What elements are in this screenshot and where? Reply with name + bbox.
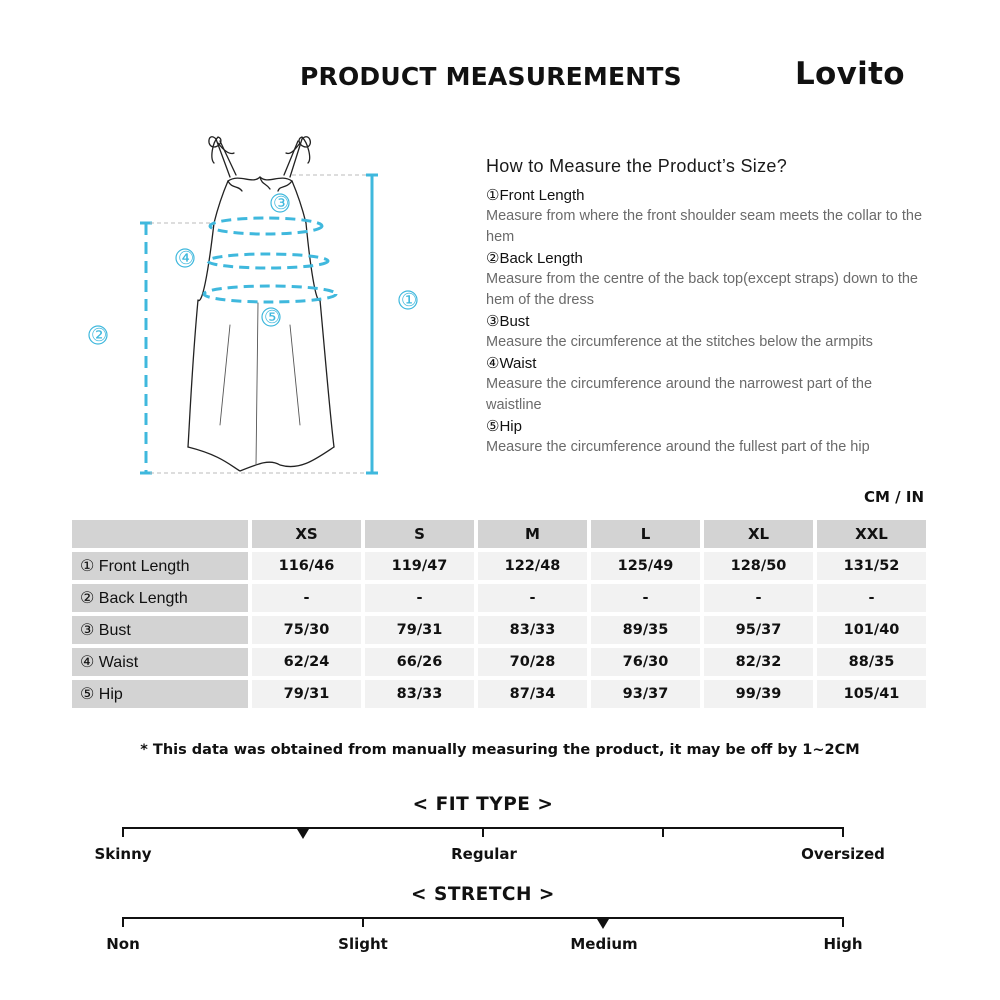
stretch-label-slight: Slight (338, 935, 388, 953)
table-cell: 66/26 (365, 648, 474, 676)
table-cell: 87/34 (478, 680, 587, 708)
size-header: XS (252, 520, 361, 548)
table-cell: - (478, 584, 587, 612)
table-row (72, 648, 926, 676)
table-corner (72, 520, 248, 548)
table-cell: 75/30 (252, 616, 361, 644)
measure-item-desc: Measure from the centre of the back top(except straps) down to the hem of the dress (486, 271, 918, 308)
fit-label-oversized: Oversized (801, 845, 885, 863)
table-cell: 62/24 (252, 648, 361, 676)
stretch-tick (842, 917, 844, 927)
fit-tick (662, 827, 664, 837)
measure-item (486, 353, 926, 416)
label-waist: ④ (178, 248, 195, 269)
measure-item-desc: Measure the circumference around the fullest part of the hip (486, 439, 870, 455)
table-row (72, 616, 926, 644)
measure-overlays (140, 175, 378, 473)
fit-label-regular: Regular (451, 845, 517, 863)
how-to-heading: How to Measure the Product’s Size? (486, 156, 788, 176)
page-title: PRODUCT MEASUREMENTS (300, 62, 682, 91)
row-label: ④ Waist (72, 648, 248, 676)
table-cell: 89/35 (591, 616, 700, 644)
label-hip: ⑤ (264, 307, 281, 328)
label-front-length: ① (401, 290, 418, 311)
measure-item (486, 185, 926, 248)
dress-outline (188, 137, 334, 471)
table-cell: 105/41 (817, 680, 926, 708)
table-cell: - (817, 584, 926, 612)
table-cell: 128/50 (704, 552, 813, 580)
size-header: XL (704, 520, 813, 548)
table-cell: 101/40 (817, 616, 926, 644)
row-label: ① Front Length (72, 552, 248, 580)
stretch-marker (597, 919, 609, 929)
measure-item-desc: Measure from where the front shoulder seam meets the collar to the hem (486, 208, 923, 245)
table-row (72, 584, 926, 612)
measure-item (486, 311, 926, 353)
measure-item-desc: Measure the circumference at the stitches below the armpits (486, 334, 873, 350)
dress-diagram (80, 125, 440, 485)
stretch-label-high: High (823, 935, 863, 953)
table-row (72, 680, 926, 708)
measurement-note: * This data was obtained from manually measuring the product, it may be off by 1~2CM (140, 742, 860, 758)
fit-tick (122, 827, 124, 837)
fit-tick (482, 827, 484, 837)
stretch-title: < STRETCH > (411, 884, 555, 905)
table-cell: 70/28 (478, 648, 587, 676)
table-cell: - (252, 584, 361, 612)
table-row (72, 552, 926, 580)
row-label: ② Back Length (72, 584, 248, 612)
table-cell: 83/33 (478, 616, 587, 644)
fit-type-title: < FIT TYPE > (412, 794, 554, 815)
measure-item-name: ②Back Length (486, 250, 583, 267)
table-cell: 95/37 (704, 616, 813, 644)
table-cell: 88/35 (817, 648, 926, 676)
measure-item (486, 416, 926, 458)
table-cell: 116/46 (252, 552, 361, 580)
label-back-length: ② (91, 325, 108, 346)
size-header: S (365, 520, 474, 548)
stretch-line (123, 917, 843, 919)
table-cell: 82/32 (704, 648, 813, 676)
table-cell: 131/52 (817, 552, 926, 580)
row-label: ③ Bust (72, 616, 248, 644)
unit-label: CM / IN (864, 488, 924, 506)
how-to-measure (486, 156, 926, 458)
table-cell: 119/47 (365, 552, 474, 580)
measure-item-desc: Measure the circumference around the narrowest part of the waistline (486, 376, 873, 413)
table-cell: 83/33 (365, 680, 474, 708)
table-cell: 122/48 (478, 552, 587, 580)
size-header: L (591, 520, 700, 548)
stretch-tick (362, 917, 364, 927)
measure-item-name: ④Waist (486, 355, 537, 372)
row-label: ⑤ Hip (72, 680, 248, 708)
table-header-row (72, 520, 926, 548)
stretch-label-non: Non (106, 935, 140, 953)
table-cell: 125/49 (591, 552, 700, 580)
fit-tick (842, 827, 844, 837)
measure-item (486, 248, 926, 311)
brand-logo: Lovito (795, 56, 905, 92)
table-cell: 93/37 (591, 680, 700, 708)
measure-item-name: ①Front Length (486, 187, 585, 204)
table-cell: - (704, 584, 813, 612)
stretch-tick (122, 917, 124, 927)
table-cell: 76/30 (591, 648, 700, 676)
table-cell: 99/39 (704, 680, 813, 708)
stretch-label-medium: Medium (570, 935, 638, 953)
size-table (68, 516, 930, 712)
size-header: XXL (817, 520, 926, 548)
fit-type-marker (297, 829, 309, 839)
table-cell: 79/31 (252, 680, 361, 708)
table-cell: - (591, 584, 700, 612)
size-header: M (478, 520, 587, 548)
measure-item-name: ⑤Hip (486, 418, 522, 435)
table-cell: - (365, 584, 474, 612)
fit-label-skinny: Skinny (94, 845, 152, 863)
measure-item-name: ③Bust (486, 313, 530, 330)
table-cell: 79/31 (365, 616, 474, 644)
label-bust: ③ (273, 193, 290, 214)
